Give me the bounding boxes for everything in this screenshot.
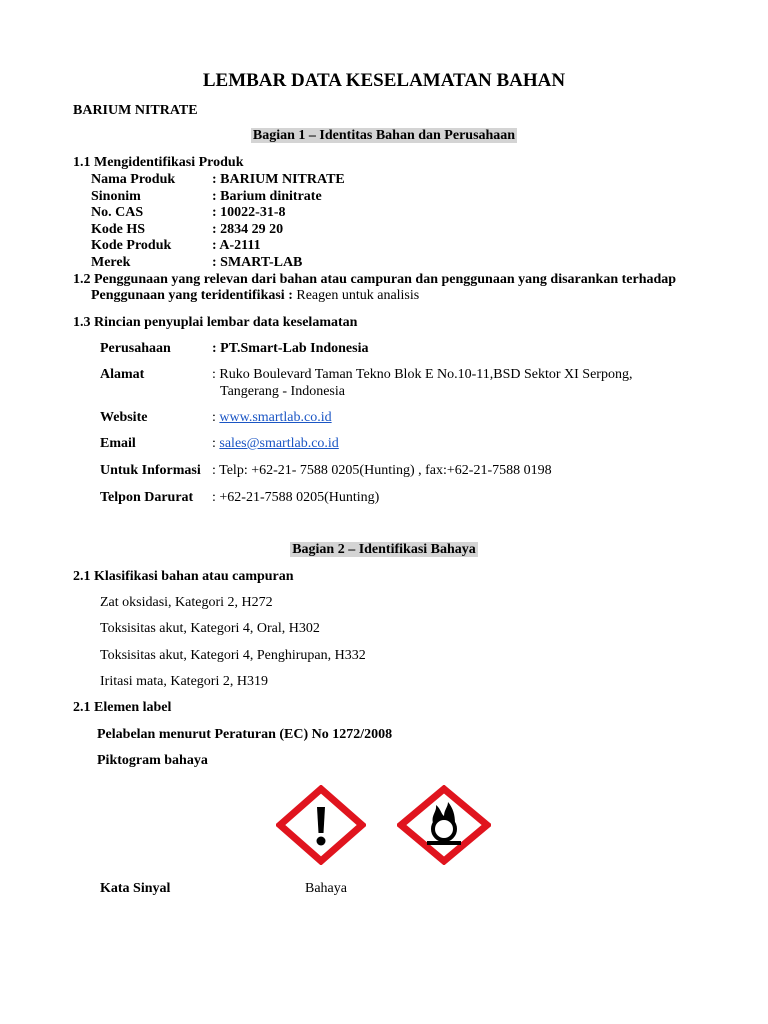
section1-header [0,128,768,144]
emergency-value: : +62-21-7588 0205(Hunting) [212,490,380,505]
field-value: : SMART-LAB [212,255,303,270]
signal-label: Kata Sinyal [100,881,171,896]
s1-2-usage [91,288,419,304]
s1-3-title: 1.3 Rincian penyuplai lembar data keselamatan [73,315,358,330]
s2-1-title: 2.1 Klasifikasi bahan atau campuran [73,569,294,584]
classification-item: Iritasi mata, Kategori 2, H319 [100,674,268,689]
info-value: : Telp: +62-21- 7588 0205(Hunting) , fax:+62-21-7588 0198 [212,463,552,478]
website-row [212,410,332,426]
field-label: Kode Produk [91,238,172,253]
s2-2-title: 2.1 Elemen label [73,700,172,715]
website-prefix: : [212,410,220,425]
s1-2-usage-value: Reagen untuk analisis [292,288,420,303]
pictogram-heading: Piktogram bahaya [97,753,208,768]
flame-over-circle-pictogram-icon [397,785,491,865]
section2-header-text: Bagian 2 – Identifikasi Bahaya [292,542,476,557]
field-value: : Barium dinitrate [212,189,322,204]
page-title: LEMBAR DATA KESELAMATAN BAHAN [202,70,566,91]
company-value: : PT.Smart-Lab Indonesia [212,341,369,356]
field-label: Nama Produk [91,172,176,187]
email-prefix: : [212,436,220,451]
field-label: Kode HS [91,222,146,237]
field-label: No. CAS [91,205,144,220]
classification-item: Toksisitas akut, Kategori 4, Penghirupan, H332 [100,648,366,663]
s1-2-title: 1.2 Penggunaan yang relevan dari bahan atau campuran dan penggunaan yang disarankan terhadap [73,272,677,287]
address-label: Alamat [100,367,145,382]
company-label: Perusahaan [100,341,171,356]
field-value: : 2834 29 20 [212,222,284,237]
website-link[interactable]: www.smartlab.co.id [219,410,332,425]
email-label: Email [100,436,136,451]
section2-header [0,542,768,558]
field-label: Merek [91,255,131,270]
address-line1: : Ruko Boulevard Taman Tekno Blok E No.10-11,BSD Sektor XI Serpong, [212,367,633,382]
address-line2: Tangerang - Indonesia [220,384,345,399]
signal-value: Bahaya [305,881,347,896]
field-value: : BARIUM NITRATE [212,172,345,187]
field-label: Sinonim [91,189,141,204]
classification-item: Zat oksidasi, Kategori 2, H272 [100,595,273,610]
email-row [212,436,339,452]
exclamation-mark-pictogram-icon [276,785,366,865]
info-label: Untuk Informasi [100,463,201,478]
labeling-regulation: Pelabelan menurut Peraturan (EC) No 1272/2008 [97,727,393,742]
section1-header-text: Bagian 1 – Identitas Bahan dan Perusahaan [252,128,516,143]
email-link[interactable]: sales@smartlab.co.id [219,436,339,451]
s1-1-title: 1.1 Mengidentifikasi Produk [73,155,244,170]
classification-item: Toksisitas akut, Kategori 4, Oral, H302 [100,621,320,636]
emergency-label: Telpon Darurat [100,490,194,505]
product-heading: BARIUM NITRATE [73,103,198,118]
field-value: : A-2111 [212,238,261,253]
website-label: Website [100,410,148,425]
s1-2-usage-label: Penggunaan yang teridentifikasi : [91,288,293,303]
field-value: : 10022-31-8 [212,205,286,220]
